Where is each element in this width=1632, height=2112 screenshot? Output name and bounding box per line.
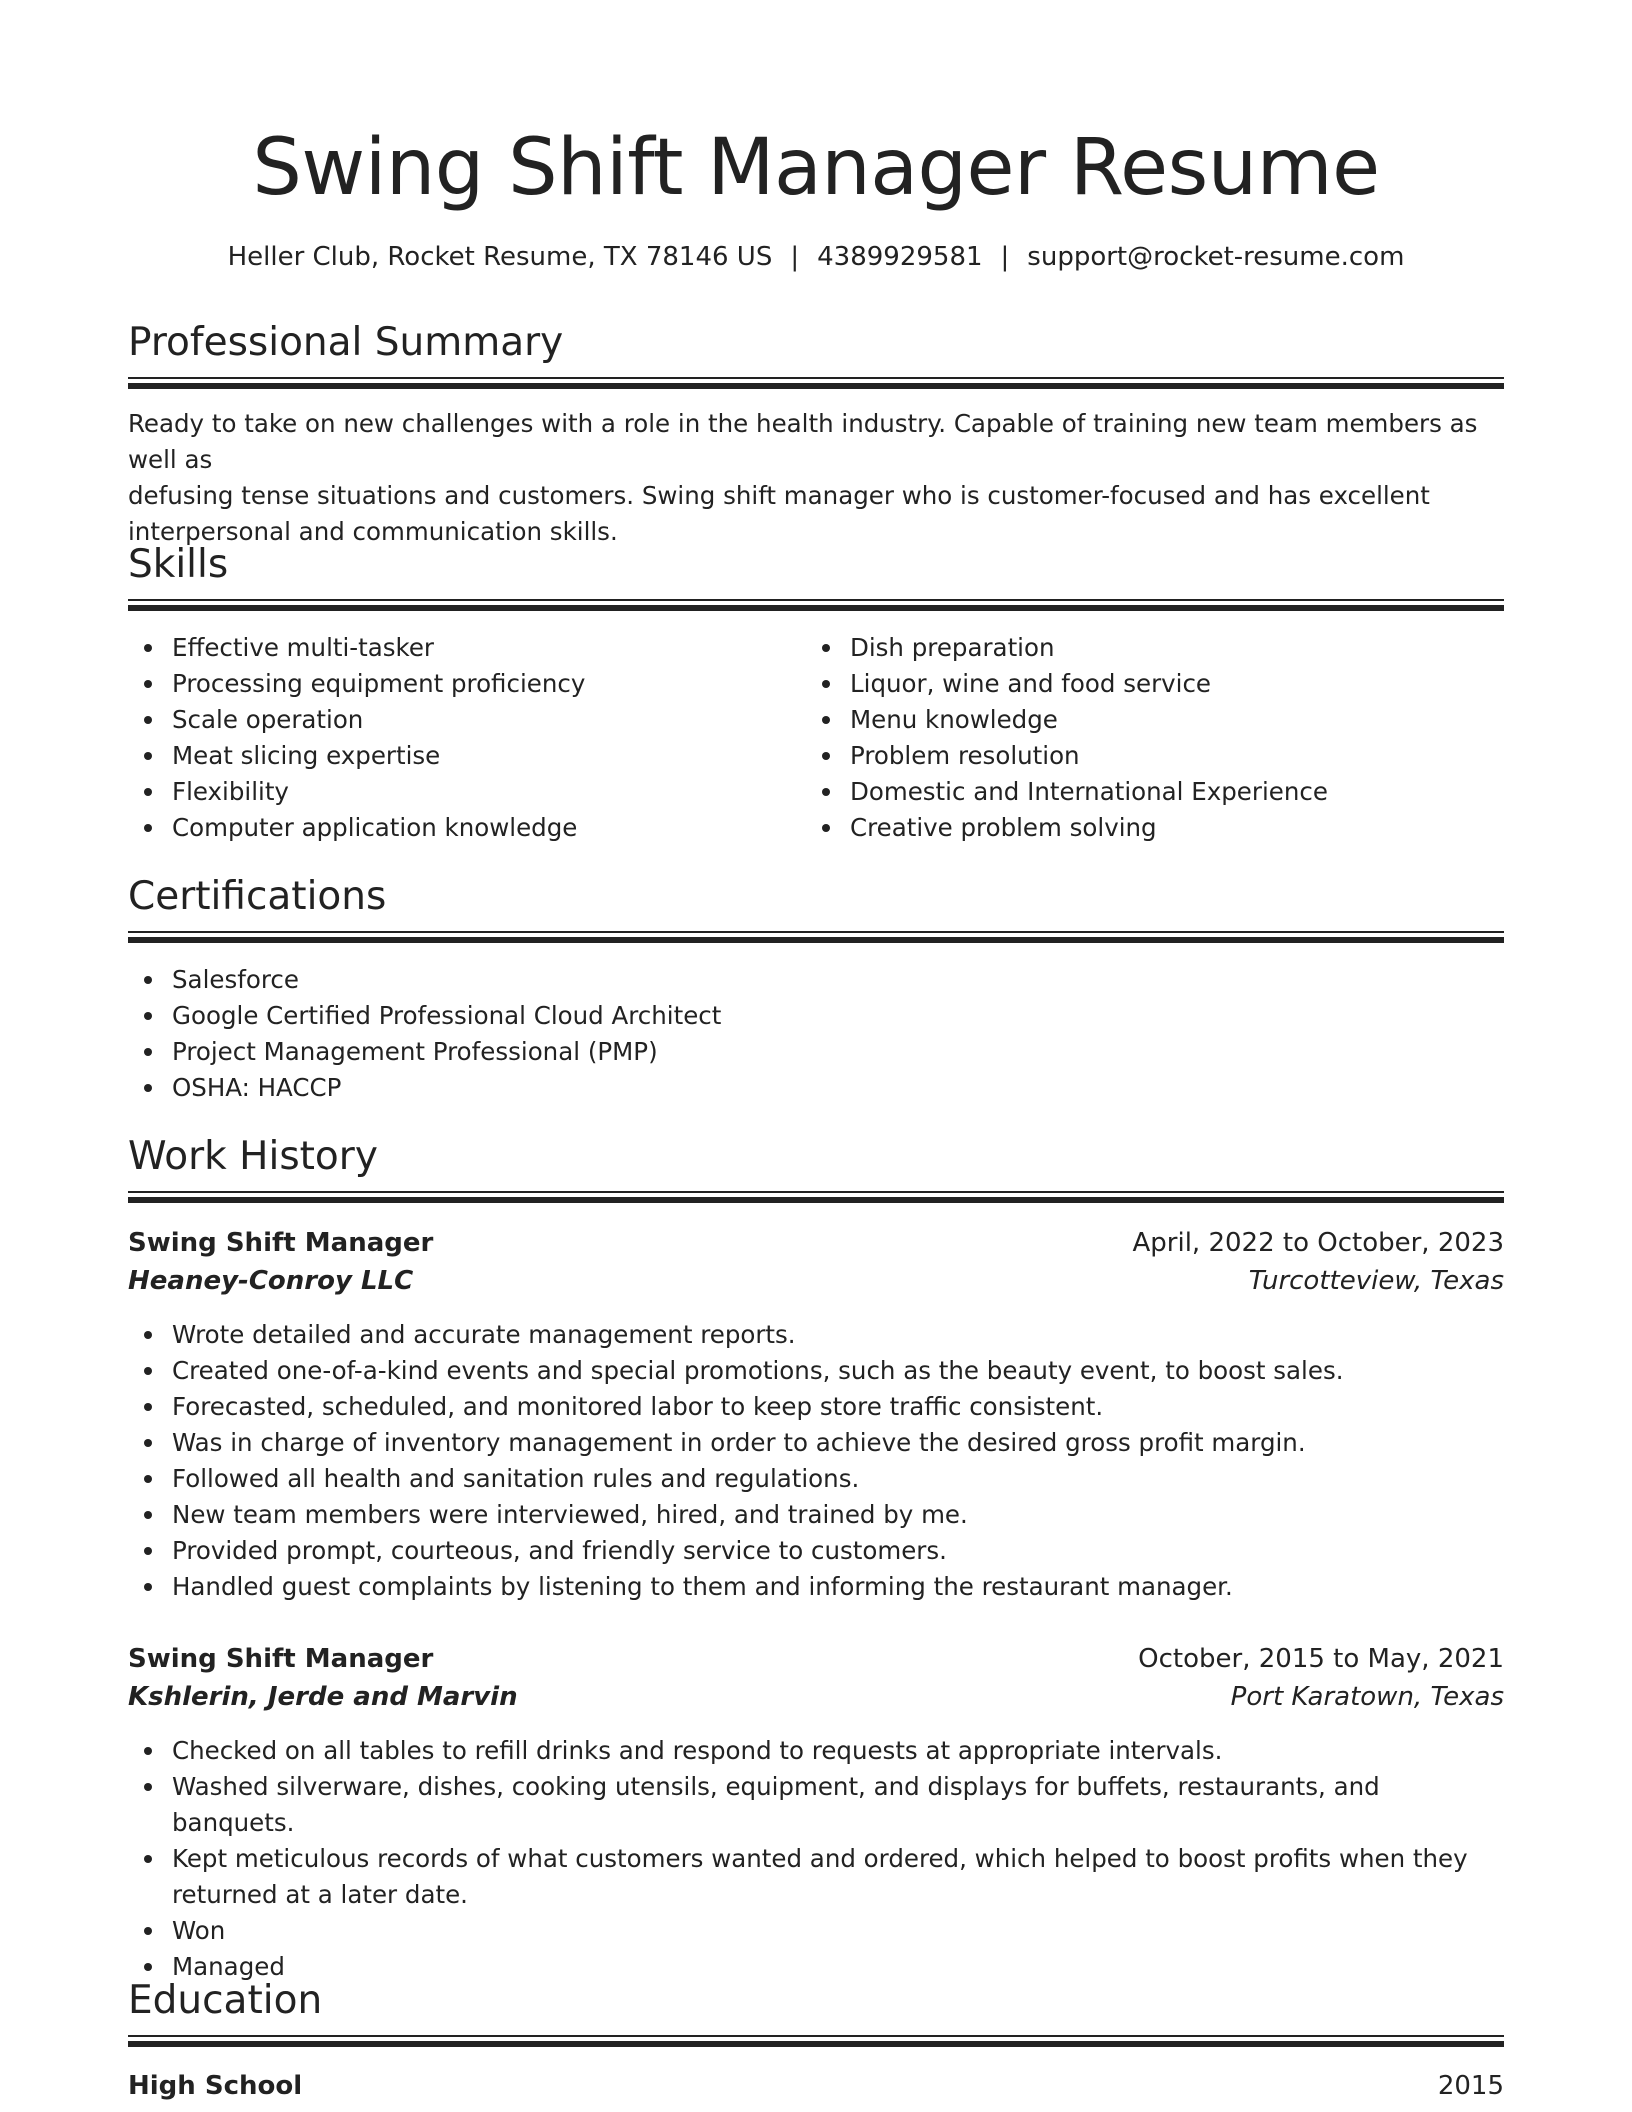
list-item: Effective multi-tasker xyxy=(172,630,812,666)
list-item: New team members were interviewed, hired, and trained by me. xyxy=(172,1497,1504,1533)
certifications-list xyxy=(128,962,1504,1106)
job-location: Turcotteview, Texas xyxy=(1248,1266,1504,1296)
job-company: Heaney-Conroy LLC xyxy=(128,1266,414,1296)
list-item: Created one-of-a-kind events and special promotions, such as the beauty event, to boost sales. xyxy=(172,1353,1504,1389)
job-company: Kshlerin, Jerde and Marvin xyxy=(128,1682,518,1712)
section-divider xyxy=(128,931,1504,943)
list-item: Wrote detailed and accurate management reports. xyxy=(172,1317,1504,1353)
job-header xyxy=(128,1640,1504,1678)
job-dates: October, 2015 to May, 2021 xyxy=(1138,1644,1504,1674)
contact-email: support@rocket-resume.com xyxy=(1027,242,1405,272)
job-dates: April, 2022 to October, 2023 xyxy=(1132,1228,1504,1258)
list-item: Handled guest complaints by listening to them and informing the restaurant manager. xyxy=(172,1569,1504,1605)
summary-text xyxy=(128,406,1504,550)
education-degree: High School xyxy=(128,2071,303,2101)
skills-list-left xyxy=(128,630,812,846)
education-year: 2015 xyxy=(1437,2071,1504,2101)
contact-address: Heller Club, Rocket Resume, TX 78146 US xyxy=(227,242,773,272)
summary-line: defusing tense situations and customers. Swing shift manager who is customer-focused and has excellent xyxy=(128,481,1430,510)
section-divider xyxy=(128,599,1504,611)
list-item: Domestic and International Experience xyxy=(850,774,1500,810)
list-item: Forecasted, scheduled, and monitored labor to keep store traffic consistent. xyxy=(172,1389,1504,1425)
job-header xyxy=(128,1224,1504,1262)
section-divider xyxy=(128,2035,1504,2047)
list-item: Provided prompt, courteous, and friendly service to customers. xyxy=(172,1533,1504,1569)
list-item: OSHA: HACCP xyxy=(172,1070,1504,1106)
section-divider xyxy=(128,377,1504,389)
contact-separator: | xyxy=(790,242,800,272)
list-item: Kept meticulous records of what customers wanted and ordered, which helped to boost profits when they xyxy=(172,1841,1504,1877)
section-heading-summary: Professional Summary xyxy=(128,320,564,365)
list-item: Creative problem solving xyxy=(850,810,1500,846)
summary-line: Ready to take on new challenges with a role in the health industry. Capable of training new team members as well as xyxy=(128,409,1478,474)
list-item: Checked on all tables to refill drinks and respond to requests at appropriate intervals. xyxy=(172,1733,1504,1769)
list-item: Dish preparation xyxy=(850,630,1500,666)
list-item: Followed all health and sanitation rules and regulations. xyxy=(172,1461,1504,1497)
list-item: Was in charge of inventory management in order to achieve the desired gross profit margin. xyxy=(172,1425,1504,1461)
job-bullets xyxy=(128,1317,1504,1605)
list-item: Processing equipment proficiency xyxy=(172,666,812,702)
list-item: Scale operation xyxy=(172,702,812,738)
list-item: Won xyxy=(172,1913,1504,1949)
section-heading-work: Work History xyxy=(128,1134,378,1179)
list-item: Google Certified Professional Cloud Architect xyxy=(172,998,1504,1034)
page-title: Swing Shift Manager Resume xyxy=(252,123,1380,213)
section-heading-education: Education xyxy=(128,1978,323,2023)
job-subheader xyxy=(128,1262,1504,1300)
skills-list-right xyxy=(806,630,1500,846)
section-divider xyxy=(128,1191,1504,1203)
list-item-continuation: returned at a later date. xyxy=(172,1880,468,1909)
section-heading-skills: Skills xyxy=(128,542,229,587)
job-location: Port Karatown, Texas xyxy=(1230,1682,1504,1712)
list-item: Managed xyxy=(172,1949,1504,1985)
list-item: Computer application knowledge xyxy=(172,810,812,846)
job-bullets xyxy=(128,1733,1504,1985)
section-heading-certifications: Certifications xyxy=(128,874,387,919)
list-item: Meat slicing expertise xyxy=(172,738,812,774)
job-title: Swing Shift Manager xyxy=(128,1644,434,1674)
list-item: Project Management Professional (PMP) xyxy=(172,1034,1504,1070)
list-item: Problem resolution xyxy=(850,738,1500,774)
contact-line xyxy=(0,239,1632,275)
list-item: Salesforce xyxy=(172,962,1504,998)
contact-phone: 4389929581 xyxy=(817,242,983,272)
job-title: Swing Shift Manager xyxy=(128,1228,434,1258)
list-item: Washed silverware, dishes, cooking utensils, equipment, and displays for buffets, restaurants, and banquets. xyxy=(172,1769,1504,1841)
list-item: Liquor, wine and food service xyxy=(850,666,1500,702)
education-row xyxy=(128,2067,1504,2105)
contact-separator: | xyxy=(1000,242,1010,272)
list-item: Flexibility xyxy=(172,774,812,810)
job-subheader xyxy=(128,1678,1504,1716)
list-item: Menu knowledge xyxy=(850,702,1500,738)
summary-line: interpersonal and communication skills. xyxy=(128,517,618,546)
